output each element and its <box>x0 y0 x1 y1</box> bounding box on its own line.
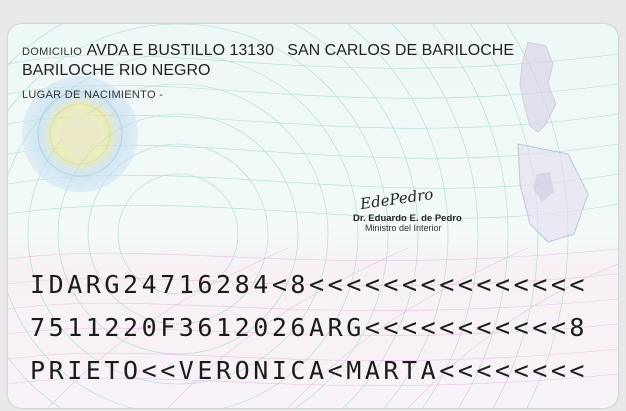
domicilio-value-line1: AVDA E BUSTILLO 13130 SAN CARLOS DE BARILOCHE <box>86 42 515 59</box>
security-background <box>8 24 618 408</box>
domicilio-row <box>22 42 514 60</box>
argentina-map-silhouette <box>518 42 588 242</box>
signature-script: EdePedro <box>359 184 435 214</box>
mrz-line-2: 7511220F3612026ARG<<<<<<<<<<<8 <box>30 313 589 342</box>
domicilio-label: DOMICILIO <box>22 46 83 58</box>
lugar-nacimiento-label: LUGAR DE NACIMIENTO - <box>22 89 164 101</box>
signatory-name: Dr. Eduardo E. de Pedro <box>353 213 462 224</box>
mrz-line-1: IDARG24716284<8<<<<<<<<<<<<<<< <box>30 270 589 299</box>
domicilio-value-line2: BARILOCHE RIO NEGRO <box>22 62 211 79</box>
mrz-line-3: PRIETO<<VERONICA<MARTA<<<<<<<< <box>30 356 589 385</box>
signatory-title: Ministro del Interior <box>365 223 442 233</box>
id-card-back <box>8 24 618 408</box>
